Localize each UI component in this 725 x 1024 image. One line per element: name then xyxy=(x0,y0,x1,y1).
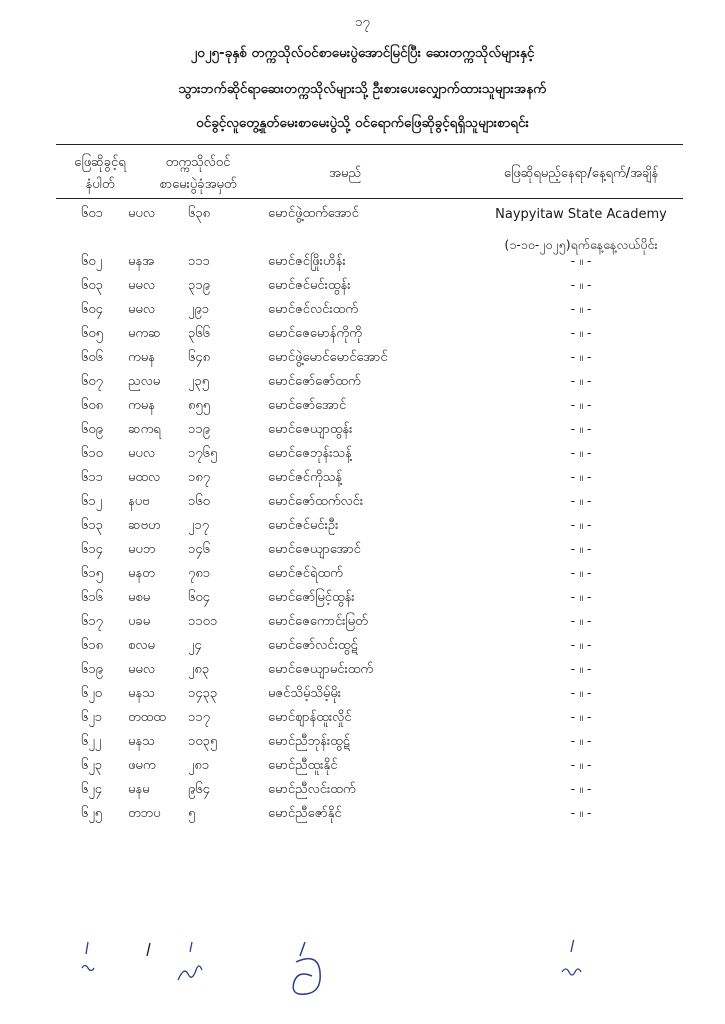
signature-name xyxy=(293,942,320,994)
place-cell: - ။ - xyxy=(570,757,592,772)
place-cell: - ။ - xyxy=(570,613,592,628)
roll-number-cell: ၆၃၈ xyxy=(188,206,211,221)
roll-number-cell: ၁၈၇ xyxy=(188,470,211,485)
roll-prefix-cell: တဘပ xyxy=(128,806,161,821)
header-place: ဖြေဆိုရမည့်နေရာ/နေ့ရက်/အချိန် xyxy=(503,166,659,181)
place-cell: - ။ - xyxy=(570,397,592,412)
name-cell: မောင်ဇင်ဖြိုးဟိန်း xyxy=(268,254,346,269)
roll-number-cell: ၆၀၄ xyxy=(188,590,210,605)
place-cell: - ။ - xyxy=(570,253,592,268)
roll-number-cell: ၂၃၅ xyxy=(188,374,210,389)
name-cell: မောင်ဇော်ထက်လင်း xyxy=(268,494,364,509)
name-cell: မောင်ညီထူးနိုင် xyxy=(268,758,338,773)
roll-prefix-cell: မကဆ xyxy=(128,326,161,341)
serial-cell: ၆၂၀ xyxy=(81,686,103,701)
serial-cell: ၆၂၄ xyxy=(81,782,103,797)
place-cell: - ။ - xyxy=(570,469,592,484)
roll-prefix-cell: မနသ xyxy=(128,686,155,701)
roll-number-cell: ၂၄ xyxy=(188,638,202,653)
name-cell: မောင်ညီလင်းထက် xyxy=(268,782,356,797)
roll-prefix-cell: မထလ xyxy=(128,470,161,485)
place-cell: - ။ - xyxy=(570,589,592,604)
table-row xyxy=(0,685,725,709)
table-row xyxy=(0,421,725,445)
serial-cell: ၆၁၀ xyxy=(81,446,103,461)
initial-mark-number xyxy=(178,942,202,980)
place-cell: - ။ - xyxy=(570,685,592,700)
place-cell: - ။ - xyxy=(570,493,592,508)
roll-prefix-cell: စလမ xyxy=(128,638,155,653)
roll-prefix-cell: မနသ xyxy=(128,734,155,749)
title-line-2: သွားဘက်ဆိုင်ရာဆေးတက္ကသိုလ်များသို့ ဦးစားပေးလျှောက်ထားသူများအနက် xyxy=(178,81,547,97)
header-name: အမည် xyxy=(329,166,361,181)
table-row xyxy=(0,757,725,781)
name-cell: မောင်ဖွဲ့မောင်မောင်အောင် xyxy=(268,350,388,365)
table-row xyxy=(0,373,725,397)
table-row xyxy=(0,253,725,277)
name-cell: မောင်ဇေမောန်ကိုကို xyxy=(268,326,362,341)
serial-cell: ၆၁၈ xyxy=(81,638,104,653)
roll-prefix-cell: မပလ xyxy=(128,206,156,221)
table-row xyxy=(0,613,725,637)
name-cell: မောင်ဇင်မင်းထွန်း xyxy=(268,278,351,293)
table-row xyxy=(0,661,725,685)
serial-cell: ၆၁၃ xyxy=(81,518,103,533)
title-line-1: ၂၀၂၅-ခုနှစ် တက္ကသိုလ်ဝင်စာမေးပွဲအောင်မြင်ပြီး ဆေးတက္ကသိုလ်များနှင့် xyxy=(190,45,535,61)
table-row xyxy=(0,781,725,805)
serial-cell: ၆၀၄ xyxy=(81,302,103,317)
roll-number-cell: ၁၁၀၁ xyxy=(188,614,218,629)
roll-number-cell: ၂၈၃ xyxy=(188,662,210,677)
table-row xyxy=(0,349,725,373)
roll-prefix-cell: မမလ xyxy=(128,278,156,293)
place-cell: - ။ - xyxy=(570,709,592,724)
name-cell: မောင်ဇေယျာထွန်း xyxy=(268,422,353,437)
name-cell: မောင်ဇော်အောင် xyxy=(268,398,347,413)
serial-cell: ၆၀၃ xyxy=(81,278,103,293)
roll-prefix-cell: မနအ xyxy=(128,254,155,269)
roll-number-cell: ၈၅၅ xyxy=(188,398,211,413)
table-row xyxy=(0,325,725,349)
serial-cell: ၆၁၅ xyxy=(81,566,103,581)
serial-cell: ၆၀၉ xyxy=(81,422,103,437)
place-cell: - ။ - xyxy=(570,373,592,388)
roll-number-cell: ၂၁၇ xyxy=(188,518,210,533)
serial-cell: ၆၂၃ xyxy=(81,758,103,773)
place-cell: - ။ - xyxy=(570,325,592,340)
roll-number-cell: ၃၁၉ xyxy=(188,278,210,293)
first-row-date-time: (၁-၁၀-၂၀၂၅)ရက်နေ့နေ့လယ်ပိုင်း xyxy=(504,237,658,252)
roll-prefix-cell: ကမန xyxy=(128,350,155,365)
serial-cell: ၆၀၁ xyxy=(81,206,103,221)
serial-cell: ၆၂၁ xyxy=(81,710,103,725)
roll-prefix-cell: မနတ xyxy=(128,566,155,581)
roll-number-cell: ၂၉၁ xyxy=(188,302,210,317)
roll-prefix-cell: ညလမ xyxy=(128,374,161,389)
roll-number-cell: ၅ xyxy=(188,806,196,821)
roll-prefix-cell: မနမ xyxy=(128,782,150,797)
serial-cell: ၆၁၉ xyxy=(81,662,103,677)
table-row xyxy=(0,517,725,541)
roll-prefix-cell: ဆဗဟ xyxy=(128,518,161,533)
serial-cell: ၆၁၁ xyxy=(81,470,103,485)
name-cell: မောင်ဇော်လင်းထွဋ် xyxy=(268,638,358,653)
title-line-3: ဝင်ခွင့်လူတွေ့နှုတ်မေးစာမေးပွဲသို့ ဝင်ရောက်ဖြေဆိုခွင့်ရရှိသူများစာရင်း xyxy=(196,115,529,131)
roll-prefix-cell: ကမန xyxy=(128,398,155,413)
name-cell: မောင်ဇေဘုန်းသန့် xyxy=(268,446,352,461)
name-cell: မောင်ညီဘုန်းထွဋ် xyxy=(268,734,350,749)
name-cell: မောင်ဈာန်ထူးလှိုင် xyxy=(268,710,352,725)
table-row xyxy=(0,541,725,565)
name-cell: မောင်ညီဇော်နိုင် xyxy=(268,806,342,821)
roll-prefix-cell: ဖမက xyxy=(128,758,156,773)
name-cell: မောင်ဇင်လင်းထက် xyxy=(268,302,358,317)
serial-cell: ၆၁၆ xyxy=(81,590,103,605)
initials-signatures xyxy=(0,940,725,1020)
roll-prefix-cell: မစမ xyxy=(128,590,151,605)
table-row xyxy=(0,805,725,829)
table-row xyxy=(0,469,725,493)
table-row xyxy=(0,493,725,517)
roll-number-cell: ၁၄၆ xyxy=(188,542,210,557)
roll-number-cell: ၁၁၁ xyxy=(188,254,210,269)
serial-cell: ၆၀၅ xyxy=(81,326,103,341)
roll-number-cell: ၉၆၄ xyxy=(188,782,210,797)
name-cell: မဇင်သိမ့်သိမ့်မိုး xyxy=(268,686,342,701)
place-cell: - ။ - xyxy=(570,637,592,652)
page-number: ၁၇ xyxy=(355,15,370,30)
serial-cell: ၆၁၂ xyxy=(81,494,103,509)
place-cell: - ။ - xyxy=(570,781,592,796)
place-cell: - ။ - xyxy=(570,445,592,460)
place-cell: - ။ - xyxy=(570,421,592,436)
roll-number-cell: ၁၆၀ xyxy=(188,494,210,509)
place-cell: - ။ - xyxy=(570,733,592,748)
name-cell: မောင်ဇင်ရဲထက် xyxy=(268,566,343,581)
table-header-rule xyxy=(56,198,683,199)
roll-prefix-cell: ဆကရ xyxy=(128,422,161,437)
place-cell: - ။ - xyxy=(570,517,592,532)
serial-cell: ၆၂၅ xyxy=(81,806,103,821)
roll-prefix-cell: တထထ xyxy=(128,710,166,725)
roll-number-cell: ၁၄၃၃ xyxy=(188,686,218,701)
initial-mark-place xyxy=(562,940,581,975)
name-cell: မောင်ဖွဲ့ထက်အောင် xyxy=(268,206,359,221)
name-cell: မောင်ဇေယျာအောင် xyxy=(268,542,361,557)
table-row xyxy=(0,589,725,613)
place-cell: - ။ - xyxy=(570,301,592,316)
table-row xyxy=(0,277,725,301)
roll-number-cell: ၆၄၈ xyxy=(188,350,211,365)
roll-number-cell: ၃၆၆ xyxy=(188,326,210,341)
table-row xyxy=(0,565,725,589)
name-cell: မောင်ဇော်မြင့်ထွန်း xyxy=(268,590,355,605)
roll-number-cell: ၂၈၁ xyxy=(188,758,210,773)
name-cell: မောင်ဇော်ဇော်ထက် xyxy=(268,374,361,389)
place-cell: - ။ - xyxy=(570,277,592,292)
name-cell: မောင်ဇေကောင်းမြတ် xyxy=(268,614,368,629)
roll-number-cell: ၁၇၆၅ xyxy=(188,446,218,461)
header-roll-line2: စာမေးပွဲခုံအမှတ် xyxy=(159,177,237,192)
place-cell: - ။ - xyxy=(570,565,592,580)
roll-prefix-cell: မပလ xyxy=(128,446,156,461)
roll-prefix-cell: မမလ xyxy=(128,662,156,677)
serial-cell: ၆၀၂ xyxy=(81,254,103,269)
header-roll-line1: တက္ကသိုလ်ဝင် xyxy=(165,155,231,170)
roll-prefix-cell: မမလ xyxy=(128,302,156,317)
serial-cell: ၆၁၇ xyxy=(81,614,103,629)
roll-prefix-cell: နပဗ xyxy=(128,494,150,509)
table-row xyxy=(0,397,725,421)
header-serial-line1: ဖြေဆိုခွင့်ရ xyxy=(74,155,126,170)
roll-number-cell: ၁၁၇ xyxy=(188,710,210,725)
header-serial-line2: နံပါတ် xyxy=(85,177,115,192)
name-cell: မောင်ဇင်မင်းဦး xyxy=(268,518,339,533)
table-top-rule xyxy=(56,144,683,145)
table-row xyxy=(0,733,725,757)
table-row xyxy=(0,445,725,469)
initial-mark-prefix xyxy=(147,943,150,956)
roll-prefix-cell: မပဘ xyxy=(128,542,156,557)
name-cell: မောင်ဇေယျာမင်းထက် xyxy=(268,662,374,677)
roll-prefix-cell: ပခမ xyxy=(128,614,151,629)
initial-mark-serial xyxy=(82,942,94,971)
roll-number-cell: ၇၈၁ xyxy=(188,566,211,581)
place-cell: - ။ - xyxy=(570,805,592,820)
place-cell: - ။ - xyxy=(570,661,592,676)
table-row xyxy=(0,637,725,661)
roll-number-cell: ၁၁၉ xyxy=(188,422,210,437)
name-cell: မောင်ဇင်ကိုသန့် xyxy=(268,470,343,485)
place-cell: - ။ - xyxy=(570,541,592,556)
serial-cell: ၆၀၆ xyxy=(81,350,103,365)
serial-cell: ၆၁၄ xyxy=(81,542,103,557)
table-row xyxy=(0,301,725,325)
serial-cell: ၆၀၇ xyxy=(81,374,103,389)
roll-number-cell: ၁၀၃၅ xyxy=(188,734,218,749)
place-cell: - ။ - xyxy=(570,349,592,364)
serial-cell: ၆၂၂ xyxy=(81,734,102,749)
table-row xyxy=(0,709,725,733)
serial-cell: ၆၀၈ xyxy=(81,398,104,413)
first-row-venue: Naypyitaw State Academy xyxy=(495,207,667,222)
